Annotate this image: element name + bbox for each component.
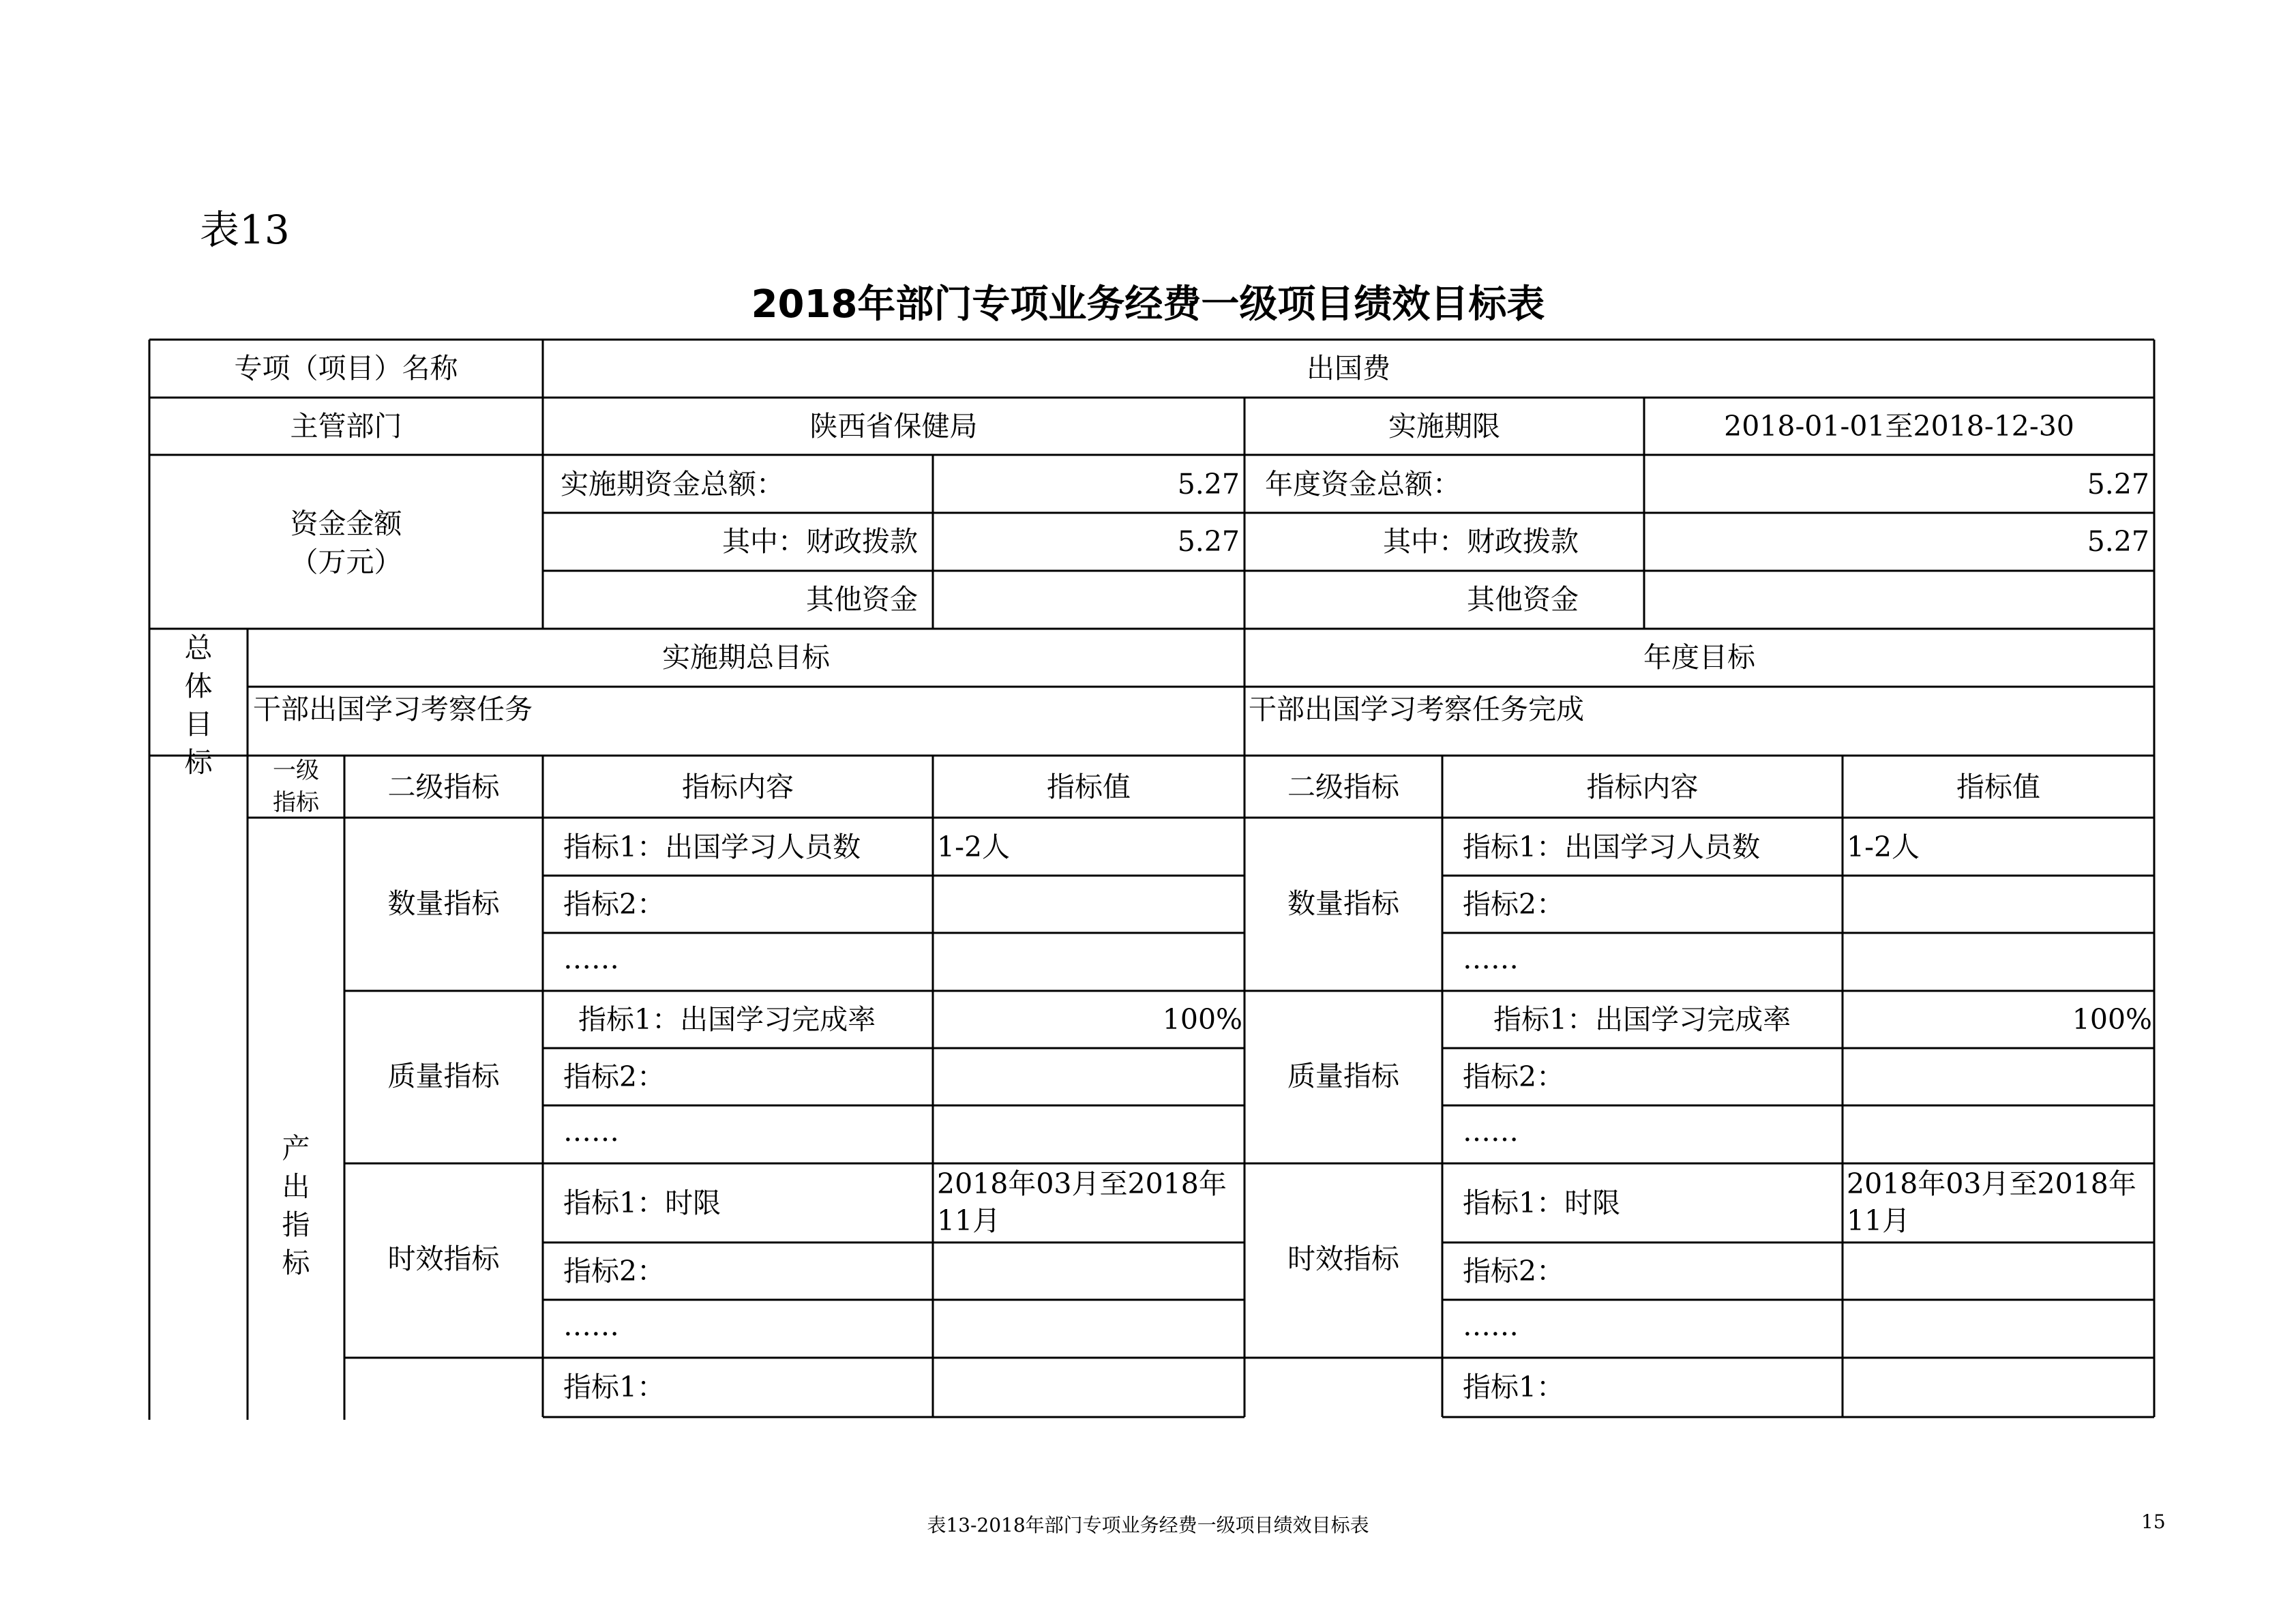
quantity-left-row2-content: 指标2： xyxy=(563,888,666,921)
timeliness-right-row1-value-line1: 2018年03月至2018年 xyxy=(1847,1167,2136,1200)
annual-total-label: 年度资金总额： xyxy=(1265,468,1461,501)
quality-right-row1-content: 指标1：出国学习完成率 xyxy=(1493,1003,1791,1036)
dept-value: 陕西省保健局 xyxy=(809,410,978,443)
quantity-left-row1-value: 1-2人 xyxy=(937,831,1011,863)
period-value: 2018-01-01至2018-12-30 xyxy=(1724,410,2074,443)
content-header-right: 指标内容 xyxy=(1586,771,1699,803)
annual-other-label: 其他资金 xyxy=(1467,583,1579,616)
quality-left-row2-content: 指标2： xyxy=(563,1060,666,1093)
project-name-value: 出国费 xyxy=(1307,352,1390,385)
page-title: 2018年部门专项业务经费一级项目绩效目标表 xyxy=(751,282,1545,327)
timeliness-left-row1-value-line1: 2018年03月至2018年 xyxy=(937,1167,1227,1200)
timeliness-left-row3-content: …… xyxy=(563,1309,619,1342)
goals-side-char-4: 标 xyxy=(184,746,213,779)
timeliness-group-label-right: 时效指标 xyxy=(1287,1242,1399,1275)
level2-header-right: 二级指标 xyxy=(1287,771,1399,803)
dept-label: 主管部门 xyxy=(290,410,402,443)
quality-right-row3-content: …… xyxy=(1463,1115,1519,1148)
quality-left-row3-content: …… xyxy=(563,1115,619,1148)
timeliness-right-row1-content: 指标1：时限 xyxy=(1463,1187,1621,1219)
period-label: 实施期限 xyxy=(1388,410,1500,443)
goals-side-char-3: 目 xyxy=(184,708,213,741)
output-label-char-4: 标 xyxy=(282,1247,310,1279)
timeliness-left-row1-value-line2: 11月 xyxy=(937,1204,1001,1237)
quantity-right-row2-content: 指标2： xyxy=(1463,888,1565,921)
impl-total-label: 实施期资金总额： xyxy=(561,468,784,501)
content-header-left: 指标内容 xyxy=(682,771,794,803)
goals-side-char-1: 总 xyxy=(184,631,213,664)
quantity-left-row1-content: 指标1：出国学习人员数 xyxy=(563,831,861,863)
timeliness-left-row2-content: 指标2： xyxy=(563,1255,666,1287)
quality-group-label-right: 质量指标 xyxy=(1287,1060,1399,1092)
impl-fiscal-value: 5.27 xyxy=(1177,525,1240,558)
goals-side-char-2: 体 xyxy=(184,670,213,702)
quantity-right-row1-value: 1-2人 xyxy=(1847,831,1920,863)
impl-goal-text: 干部出国学习考察任务 xyxy=(253,693,533,726)
value-header-left: 指标值 xyxy=(1047,771,1131,803)
quality-group-label-left: 质量指标 xyxy=(387,1060,500,1092)
cost-left-row1-content: 指标1： xyxy=(563,1371,666,1403)
quantity-left-row3-content: …… xyxy=(563,942,619,975)
timeliness-left-row1-content: 指标1：时限 xyxy=(563,1187,721,1219)
annual-fiscal-label: 其中：财政拨款 xyxy=(1383,525,1579,558)
level1-header-line2: 指标 xyxy=(273,789,319,816)
annual-goal-header: 年度目标 xyxy=(1643,641,1755,674)
funds-unit: （万元） xyxy=(290,546,402,578)
timeliness-group-label-left: 时效指标 xyxy=(387,1242,500,1275)
impl-other-label: 其他资金 xyxy=(806,583,918,616)
quantity-right-row1-content: 指标1：出国学习人员数 xyxy=(1463,831,1761,863)
annual-goal-text: 干部出国学习考察任务完成 xyxy=(1249,693,1584,726)
level1-header-line1: 一级 xyxy=(273,757,319,784)
quality-right-row1-value: 100% xyxy=(2072,1003,2152,1036)
quality-left-row1-content: 指标1：出国学习完成率 xyxy=(578,1003,876,1036)
quantity-group-label-left: 数量指标 xyxy=(387,887,500,920)
impl-goal-header: 实施期总目标 xyxy=(662,641,830,674)
timeliness-right-row2-content: 指标2： xyxy=(1463,1255,1565,1287)
level2-header-left: 二级指标 xyxy=(387,771,500,803)
funds-label: 资金金额 xyxy=(290,507,402,540)
annual-fiscal-value: 5.27 xyxy=(2087,525,2149,558)
output-label-char-1: 产 xyxy=(282,1132,310,1165)
output-label-char-2: 出 xyxy=(282,1170,310,1203)
quality-left-row1-value: 100% xyxy=(1162,1003,1242,1036)
quality-right-row2-content: 指标2： xyxy=(1463,1060,1565,1093)
timeliness-right-row3-content: …… xyxy=(1463,1309,1519,1342)
quantity-group-label-right: 数量指标 xyxy=(1287,887,1399,920)
page-label: 表13 xyxy=(200,207,290,253)
cost-right-row1-content: 指标1： xyxy=(1463,1371,1565,1403)
footer-caption: 表13-2018年部门专项业务经费一级项目绩效目标表 xyxy=(927,1514,1369,1536)
project-name-label: 专项（项目）名称 xyxy=(234,352,458,385)
page-number: 15 xyxy=(2141,1510,2166,1533)
timeliness-right-row1-value-line2: 11月 xyxy=(1847,1204,1911,1237)
impl-fiscal-label: 其中：财政拨款 xyxy=(722,525,918,558)
value-header-right: 指标值 xyxy=(1956,771,2040,803)
annual-total-value: 5.27 xyxy=(2087,468,2149,501)
quantity-right-row3-content: …… xyxy=(1463,942,1519,975)
output-label-char-3: 指 xyxy=(282,1208,310,1241)
impl-total-value: 5.27 xyxy=(1177,468,1240,501)
